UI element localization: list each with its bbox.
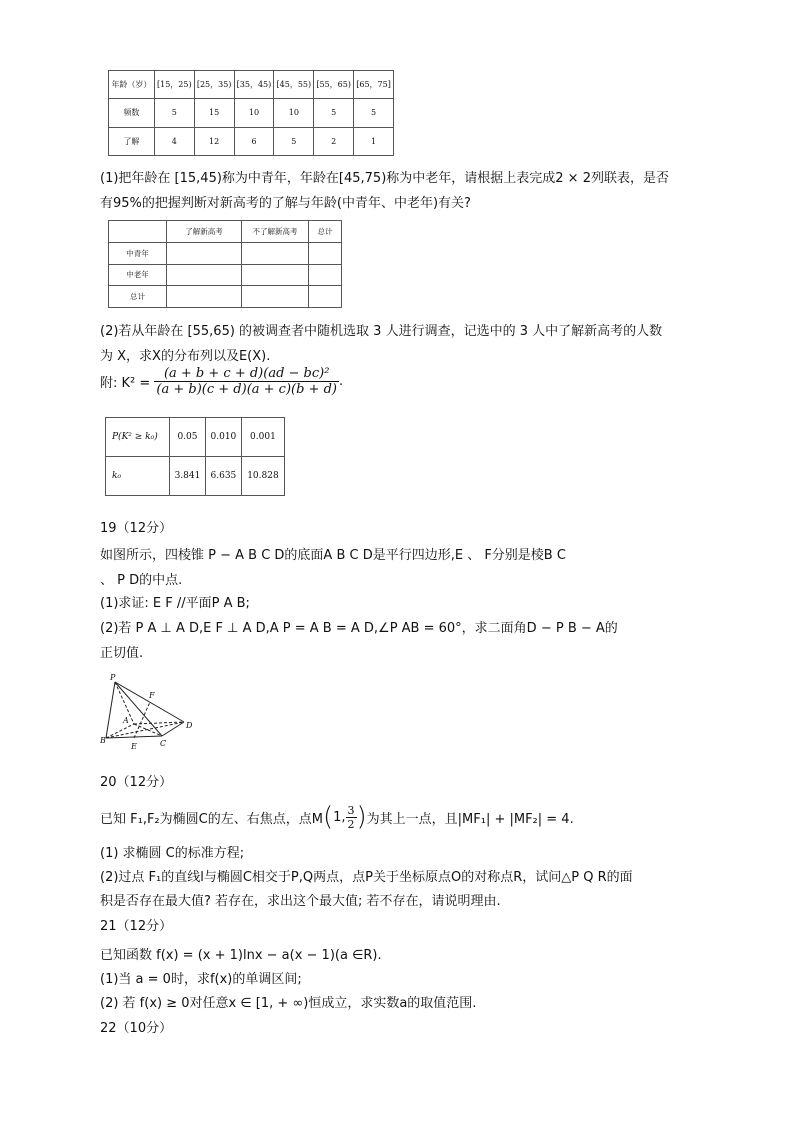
q18-part1-line1: (1)把年龄在 [15,45)称为中青年，年龄在[45,75)称为中老年，请根据上表完成2 × 2列联表，是否 [100, 171, 669, 186]
q21-heading: 21（12分） [100, 919, 173, 934]
table-cell [242, 264, 309, 286]
age-survey-table [108, 70, 394, 156]
q19-heading: 19（12分） [100, 521, 173, 536]
table-row [109, 127, 394, 155]
vertex-label: C [160, 739, 167, 748]
q20-line1-text: 已知 F₁,F₂为椭圆C的左、右焦点，点M [100, 811, 323, 827]
table-cell: 0.05 [170, 418, 206, 457]
m-one: 1, [333, 809, 346, 825]
critical-value-table [105, 417, 285, 496]
table-cell [242, 286, 309, 308]
m-num: 3 [347, 803, 355, 817]
table-row [109, 286, 342, 308]
q21-line: (1)当 a = 0时，求f(x)的单调区间; [100, 972, 302, 987]
q19-line: (2)若 P A ⊥ A D,E F ⊥ A D,A P = A B = A D,∠P AB = 60°，求二面角D − P B − A的 [100, 621, 618, 636]
table-cell [309, 242, 342, 264]
formula-denominator: (a + b)(c + d)(a + c)(b + d) [156, 382, 337, 397]
formula-numerator: (a + b + c + d)(ad − bc)² [154, 366, 339, 382]
table-cell: 0.001 [241, 418, 284, 457]
table-cell: 15 [194, 99, 234, 127]
q20-line1 [100, 795, 574, 839]
table-cell: [65，75] [354, 71, 394, 99]
q19-line: 如图所示，四棱锥 P − A B C D的底面A B C D是平行四边形,E 、 F分别是棱B C [100, 548, 566, 563]
table-cell [167, 264, 242, 286]
q20-line: (2)过点 F₁的直线l与椭圆C相交于P,Q两点，点P关于坐标原点O的对称点R，试问△P Q R的面 [100, 870, 633, 885]
vertex-label: P [110, 673, 116, 682]
table-cell [309, 286, 342, 308]
table-cell: 10 [274, 99, 314, 127]
q20-heading: 20（12分） [100, 775, 173, 790]
vertex-label: A [123, 716, 129, 725]
table-row [109, 264, 342, 286]
formula-prefix: 附: K² = [100, 376, 151, 391]
table-row [109, 221, 342, 243]
table-cell: 5 [154, 99, 194, 127]
table-cell [242, 242, 309, 264]
table-cell: [25，35) [194, 71, 234, 99]
m-fraction [346, 804, 357, 831]
formula-suffix: . [338, 374, 344, 389]
table-cell: [45，55) [274, 71, 314, 99]
q19-line: 正切值. [100, 646, 144, 661]
table-cell: P(K² ≥ k₀) [106, 418, 170, 457]
vertex-label: E [131, 742, 137, 751]
formula-fraction [154, 366, 339, 397]
table-row [106, 457, 285, 496]
table-cell: 12 [194, 127, 234, 155]
q20-line1-tail: 为其上一点，且|MF₁| + |MF₂| = 4. [366, 811, 574, 827]
table-cell: 6 [234, 127, 274, 155]
vertex-label: B [100, 736, 106, 745]
table-row [109, 99, 394, 127]
table-cell: 频数 [109, 99, 155, 127]
table-cell [109, 221, 167, 243]
table-cell: 不了解新高考 [242, 221, 309, 243]
table-cell: 5 [274, 127, 314, 155]
table-cell: 4 [154, 127, 194, 155]
table-cell: 年龄（岁） [109, 71, 155, 99]
pyramid-figure [98, 670, 198, 756]
table-row [106, 418, 285, 457]
table-cell: 10.828 [241, 457, 284, 496]
vertex-label: D [186, 721, 193, 730]
contingency-table [108, 220, 342, 308]
table-cell: k₀ [106, 457, 170, 496]
table-cell: 了解 [109, 127, 155, 155]
q19-line: 、 P D的中点. [100, 573, 183, 588]
q22-heading: 22（10分） [100, 1021, 173, 1036]
table-cell: [15，25) [154, 71, 194, 99]
table-row [109, 71, 394, 99]
table-cell: 总计 [109, 286, 167, 308]
table-cell [167, 286, 242, 308]
q21-line: 已知函数 f(x) = (x + 1)lnx − a(x − 1)(a ∈R). [100, 948, 382, 963]
table-cell: 10 [234, 99, 274, 127]
table-cell [167, 242, 242, 264]
q19-line: (1)求证: E F //平面P A B; [100, 596, 250, 611]
k-squared-formula [100, 366, 343, 397]
table-cell: 5 [354, 99, 394, 127]
table-row [109, 242, 342, 264]
table-cell: 5 [314, 99, 354, 127]
q21-line: (2) 若 f(x) ≥ 0对任意x ∈ [1, + ∞)恒成立，求实数a的取值范围. [100, 996, 477, 1011]
m-den: 2 [347, 817, 355, 831]
table-cell: 中青年 [109, 242, 167, 264]
vertex-label: F [149, 691, 155, 700]
table-cell: 中老年 [109, 264, 167, 286]
table-cell: 1 [354, 127, 394, 155]
table-cell: 2 [314, 127, 354, 155]
q18-part1-line2: 有95%的把握判断对新高考的了解与年龄(中青年、中老年)有关? [100, 196, 471, 211]
q20-line: (1) 求椭圆 C的标准方程; [100, 846, 245, 861]
table-cell: [55，65) [314, 71, 354, 99]
table-cell [309, 264, 342, 286]
q18-part2-line2: 为 X，求X的分布列以及E(X). [100, 349, 271, 364]
q20-line: 积是否存在最大值? 若存在，求出这个最大值; 若不存在，请说明理由. [100, 894, 501, 909]
table-cell: 3.841 [170, 457, 206, 496]
table-cell: 总计 [309, 221, 342, 243]
paren-left: ( [322, 802, 334, 832]
paren-right: ) [356, 802, 367, 832]
table-cell: 6.635 [205, 457, 241, 496]
table-cell: 了解新高考 [167, 221, 242, 243]
table-cell: [35，45) [234, 71, 274, 99]
table-cell: 0.010 [205, 418, 241, 457]
q18-part2-line1: (2)若从年龄在 [55,65) 的被调查者中随机选取 3 人进行调查，记选中的 3 人中了解新高考的人数 [100, 324, 663, 339]
